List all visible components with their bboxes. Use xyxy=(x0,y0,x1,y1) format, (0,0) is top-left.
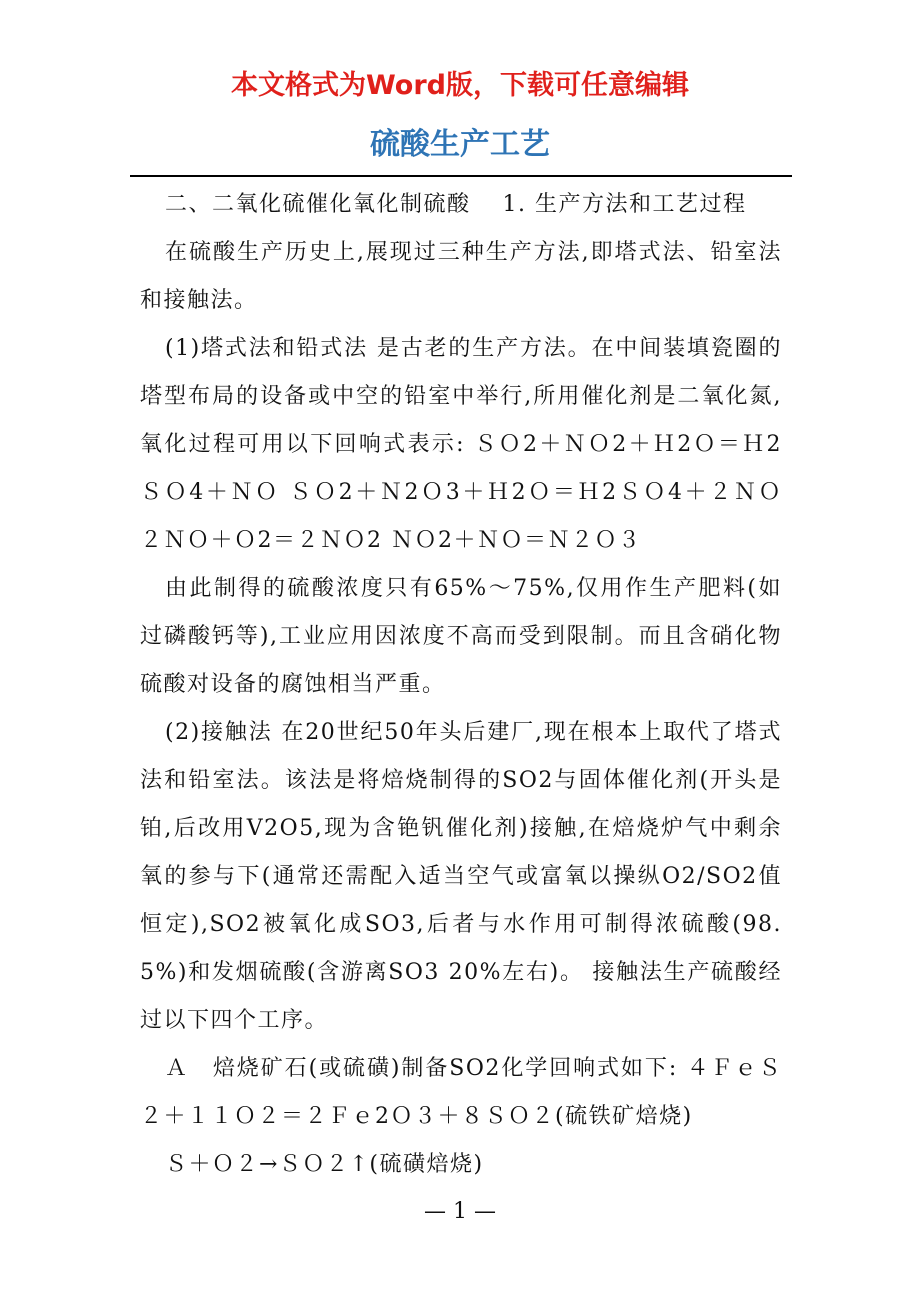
page-number: — 1 — xyxy=(424,1199,496,1224)
paragraph-concentration: 由此制得的硫酸浓度只有65%～75%,仅用作生产肥料(如过磷酸钙等),工业应用因浓度不高而受到限制。而且含硝化物硫酸对设备的腐蚀相当严重。 xyxy=(140,576,783,697)
paragraph-history: 在硫酸生产历史上,展现过三种生产方法,即塔式法、铅室法和接触法。 xyxy=(140,240,782,313)
paragraph-roasting: Ａ 焙烧矿石(或硫磺)制备SO2化学回响式如下: ４ＦｅＳ２＋１１Ｏ２＝２Ｆｅ2Ｏ３＋８ＳＯ２(硫铁矿焙烧) xyxy=(140,1056,782,1129)
paragraph-sulfur-roasting: Ｓ＋Ｏ２→ＳＯ２↑(硫磺焙烧) xyxy=(165,1152,484,1177)
paragraph-section-heading: 二、二氧化硫催化氧化制硫酸 1. 生产方法和工艺过程 xyxy=(165,192,747,217)
header-rule xyxy=(130,175,792,177)
paragraph-contact-method: (2)接触法 在20世纪50年头后建厂,现在根本上取代了塔式法和铅室法。该法是将焙烧制得的SO2与固体催化剂(开头是铂,后改用V2O5,现为含铯钒催化剂)接触,在焙烧炉气中剩余氧的参与下(通常还需配入适当空气或富氧以操纵O2/SO2值恒定),SO2被氧化成SO3,后者与水作用可制得浓硫酸(98.5%)和发烟硫酸(含游离SO3 20%左右)。 接触法生产硫酸经过以下四个工序。 xyxy=(140,720,782,1033)
format-notice: 本文格式为Word版，下载可任意编辑 xyxy=(230,70,689,101)
document-body xyxy=(140,181,782,1189)
paragraph-tower-method: (1)塔式法和铅式法 是古老的生产方法。在中间装填瓷圈的塔型布局的设备或中空的铅室中举行,所用催化剂是二氧化氮,氧化过程可用以下回响式表示: ＳＯ2＋ＮＯ2＋Ｈ2Ｏ＝Ｈ2ＳＯ4＋ＮＯ ＳＯ2＋Ｎ2Ｏ3＋Ｈ2Ｏ＝Ｈ2ＳＯ4＋２ＮＯ ２ＮＯ＋Ｏ2＝２ＮＯ2 ＮＯ2＋ＮＯ＝Ｎ２Ｏ３ xyxy=(140,336,782,553)
document-title: 硫酸生产工艺 xyxy=(370,127,550,162)
